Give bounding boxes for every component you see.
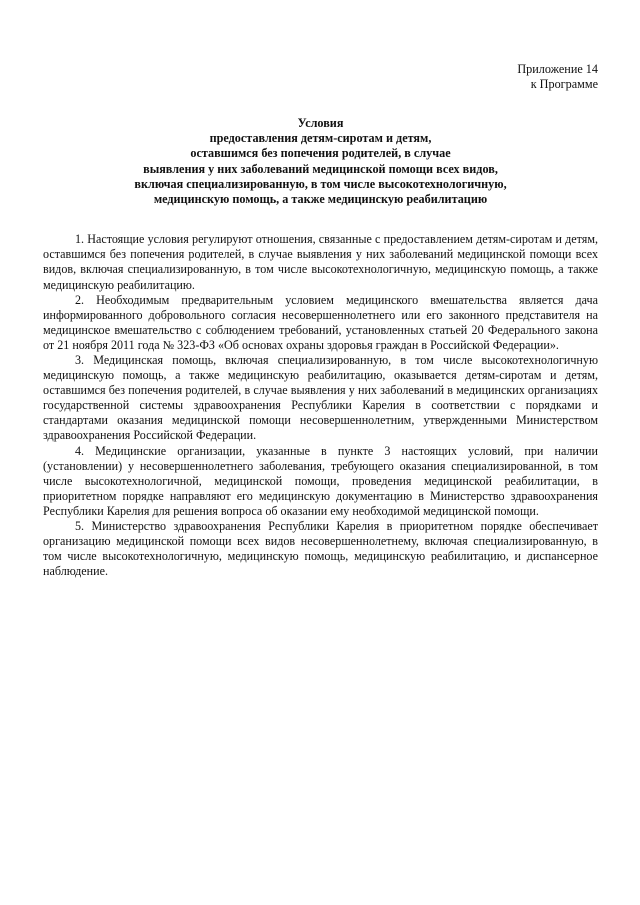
- paragraph-4: 4. Медицинские организации, указанные в пункте 3 настоящих условий, при наличии (установлении) у несовершеннолетнего заболевания, требующего оказания специализированной, в том числе высокотехнологичной, медицинской помощи, проведения медицинской реабилитации, в приоритетном порядке направляют его медицинскую документацию в Министерство здравоохранения Республики Карелия для решения вопроса об оказании ему необходимой медицинской помощи.: [43, 443, 598, 518]
- title-line-3: оставшимся без попечения родителей, в случае: [190, 146, 451, 161]
- appendix-label: [43, 62, 598, 92]
- title-line-4: выявления у них заболеваний медицинской помощи всех видов,: [143, 161, 498, 176]
- document-title: [43, 116, 598, 207]
- appendix-program: к Программе: [530, 77, 598, 91]
- title-line-6: медицинскую помощь, а также медицинскую реабилитацию: [153, 192, 488, 207]
- paragraph-3: 3. Медицинская помощь, включая специализированную, в том числе высокотехнологичную медицинскую помощь, а также медицинскую реабилитацию, оказывается детям-сиротам и детям, оставшимся без попечения родителей, в случае выявления у них заболеваний в медицинских организациях государственной системы здравоохранения Республики Карелия в соответствии с порядками и стандартами оказания медицинской помощи несовершеннолетним, утвержденными Министерством здравоохранения Российской Федерации.: [43, 352, 598, 443]
- document-body: [43, 232, 598, 579]
- title-line-2: предоставления детям-сиротам и детям,: [209, 131, 432, 146]
- paragraph-2: 2. Необходимым предварительным условием медицинского вмешательства является дача информированного добровольного согласия несовершеннолетнего или его законного представителя на медицинское вмешательство с соблюдением требований, установленных статьей 20 Федерального закона от 21 ноября 2011 года № 323-ФЗ «Об основах охраны здоровья граждан в Российской Федерации».: [43, 292, 598, 352]
- appendix-number: Приложение 14: [517, 62, 598, 76]
- title-line-1: Условия: [297, 116, 344, 130]
- title-line-5: включая специализированную, в том числе высокотехнологичную,: [134, 176, 507, 191]
- paragraph-5: 5. Министерство здравоохранения Республики Карелия в приоритетном порядке обеспечивает организацию медицинской помощи всех видов несовершеннолетнему, включая специализированную, в том числе высокотехнологичную, медицинскую помощь, медицинскую реабилитацию, и диспансерное наблюдение.: [43, 519, 598, 579]
- paragraph-1: 1. Настоящие условия регулируют отношения, связанные с предоставлением детям-сиротам и детям, оставшимся без попечения родителей, в случае выявления у них заболеваний медицинской помощи всех видов, включая специализированную, в том числе высокотехнологичную, медицинскую помощь, а также медицинскую реабилитацию.: [43, 232, 598, 292]
